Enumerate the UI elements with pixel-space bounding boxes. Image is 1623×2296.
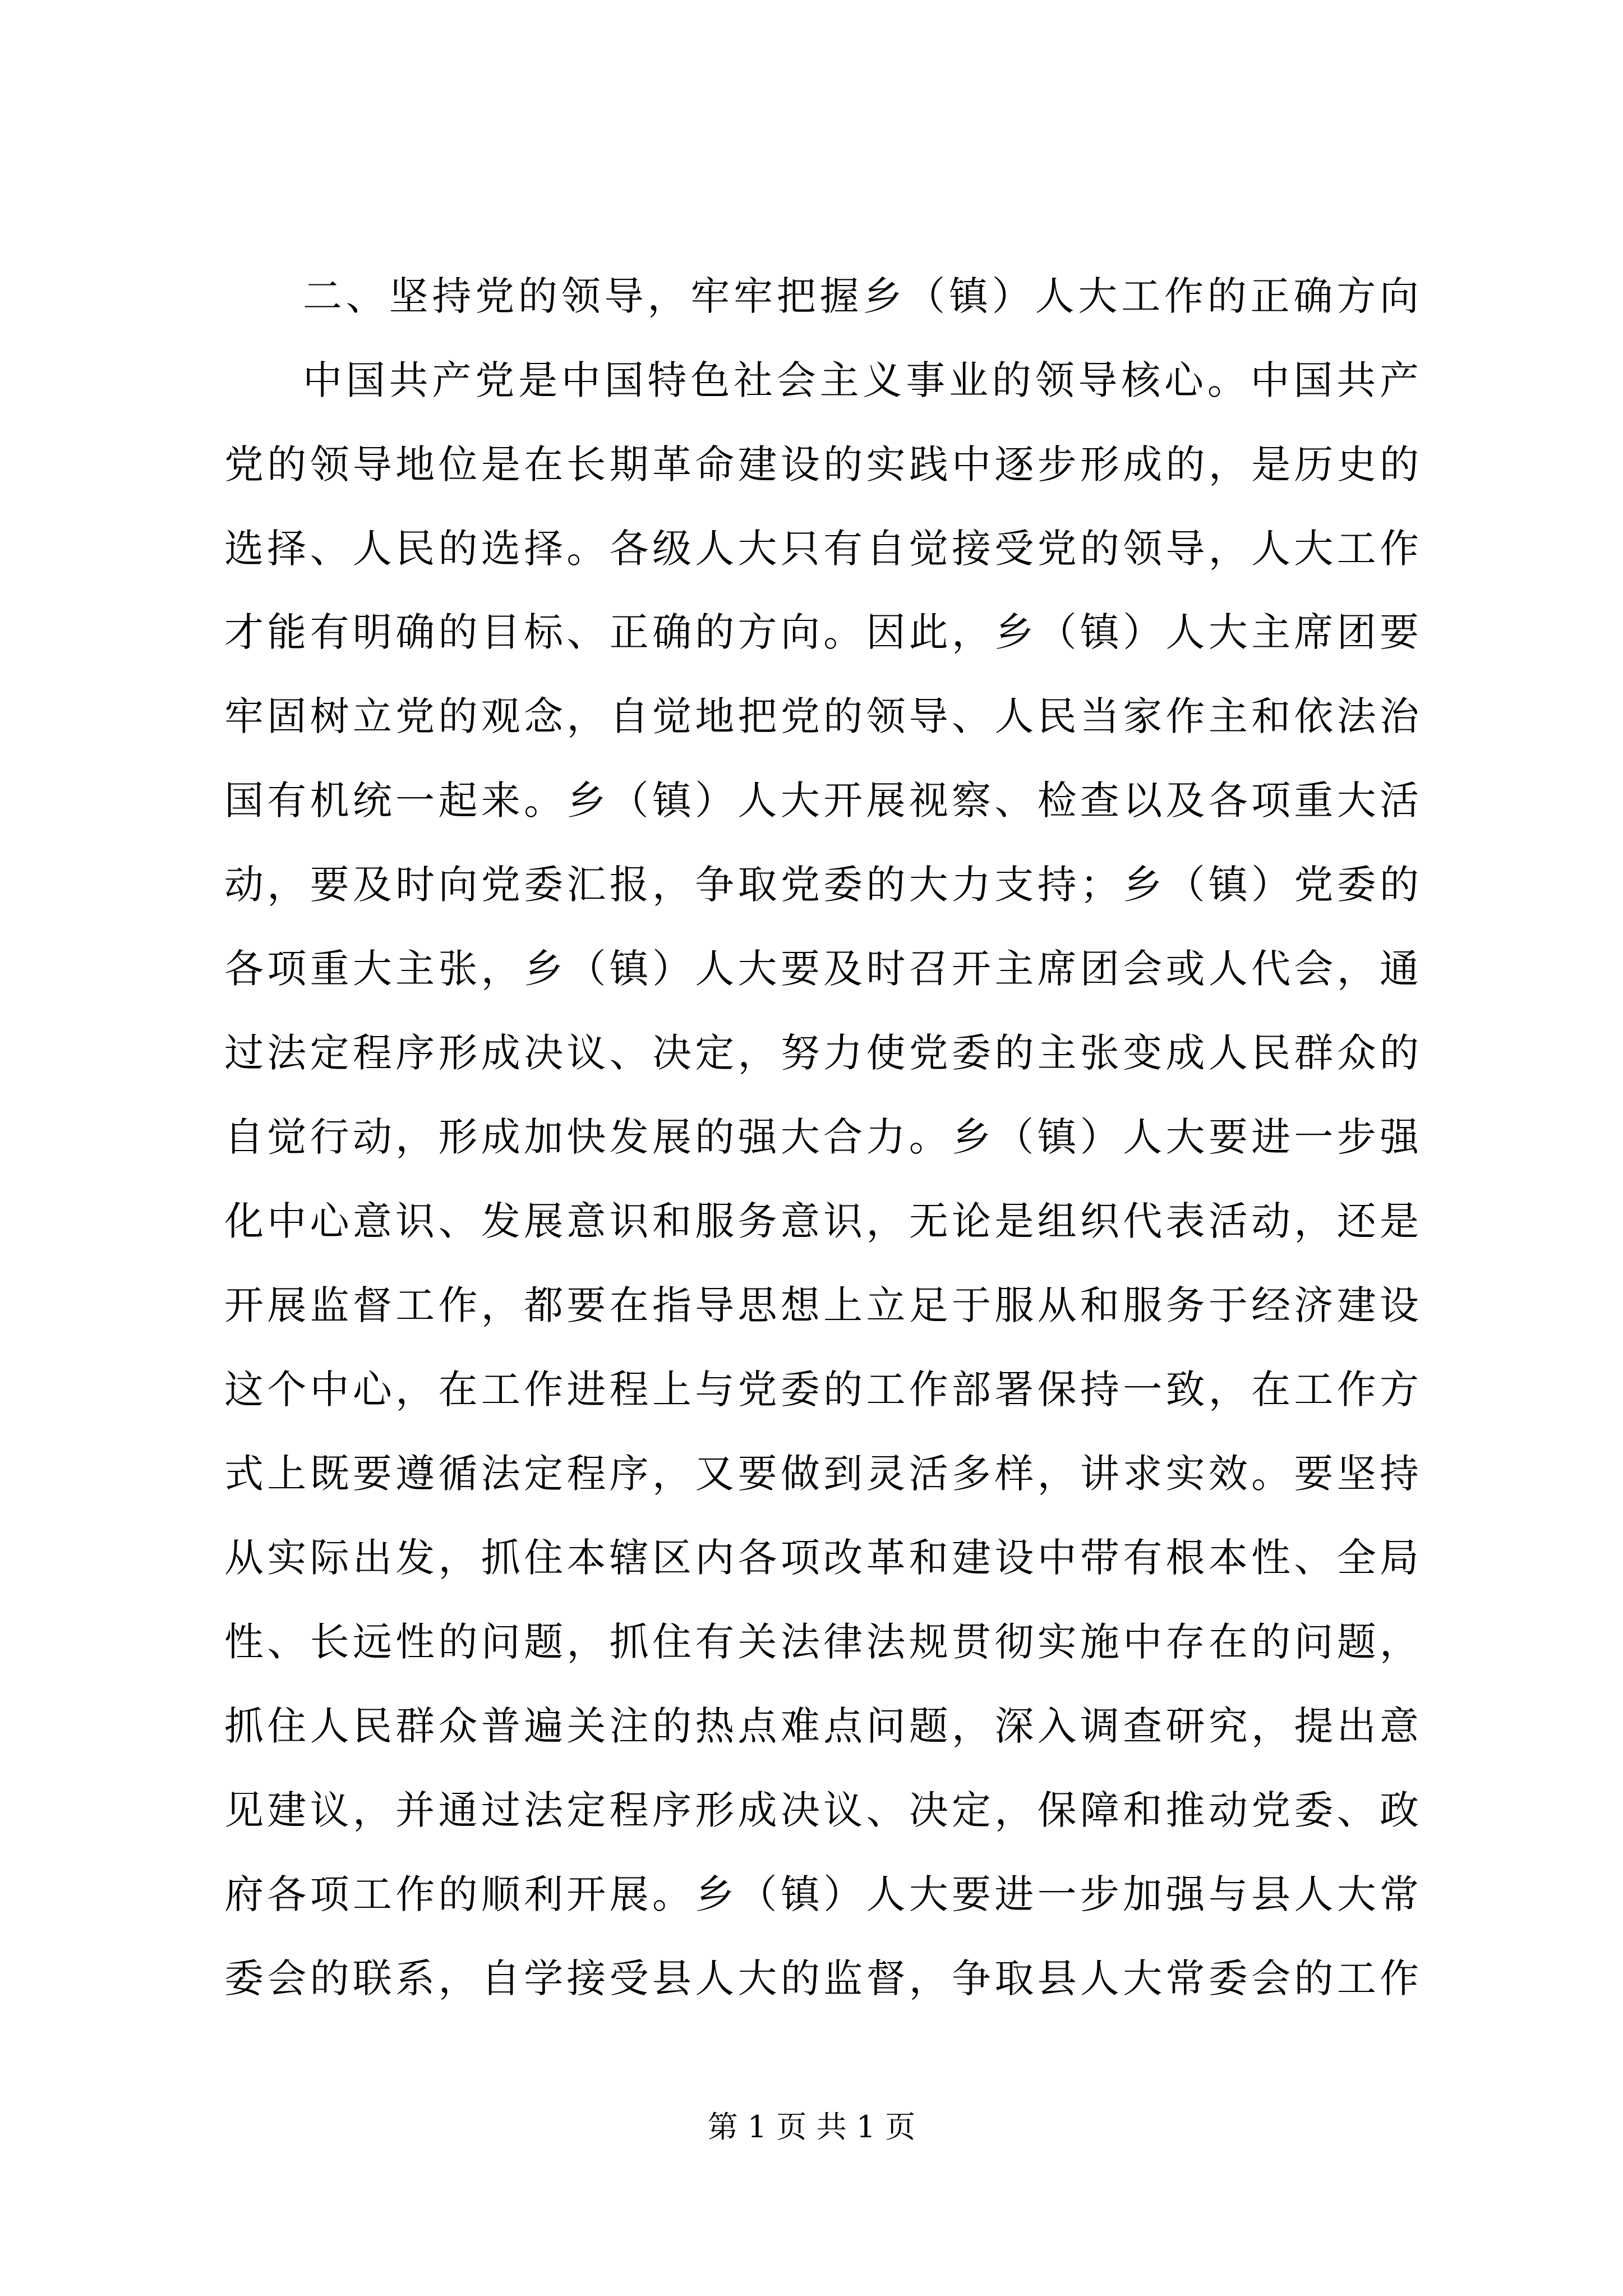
paragraph-line: 自觉行动，形成加快发展的强大合力。乡（镇）人大要进一步强 — [224, 1114, 1423, 1160]
paragraph-line: 各项重大主张，乡（镇）人大要及时召开主席团会或人代会，通 — [224, 946, 1423, 992]
paragraph-line: 党的领导地位是在长期革命建设的实践中逐步形成的，是历史的 — [224, 441, 1423, 487]
paragraph-line: 动，要及时向党委汇报，争取党委的大力支持；乡（镇）党委的 — [224, 862, 1423, 908]
paragraph-line: 才能有明确的目标、正确的方向。因此，乡（镇）人大主席团要 — [224, 609, 1423, 655]
paragraph-line: 过法定程序形成决议、决定，努力使党委的主张变成人民群众的 — [224, 1030, 1423, 1076]
paragraph-line: 中国共产党是中国特色社会主义事业的领导核心。中国共产 — [303, 357, 1423, 403]
paragraph-line: 化中心意识、发展意识和服务意识，无论是组织代表活动，还是 — [224, 1198, 1423, 1244]
paragraph-line: 从实际出发，抓住本辖区内各项改革和建设中带有根本性、全局 — [224, 1535, 1423, 1581]
paragraph-line: 抓住人民群众普遍关注的热点难点问题，深入调查研究，提出意 — [224, 1703, 1423, 1749]
paragraph-line: 性、长远性的问题，抓住有关法律法规贯彻实施中存在的问题， — [224, 1619, 1423, 1665]
section-heading: 二、坚持党的领导，牢牢把握乡（镇）人大工作的正确方向 — [303, 273, 1423, 319]
paragraph-line: 选择、人民的选择。各级人大只有自觉接受党的领导，人大工作 — [224, 526, 1423, 572]
paragraph-line: 牢固树立党的观念，自觉地把党的领导、人民当家作主和依法治 — [224, 693, 1423, 739]
paragraph-line: 府各项工作的顺利开展。乡（镇）人大要进一步加强与县人大常 — [224, 1871, 1423, 1917]
paragraph-line: 开展监督工作，都要在指导思想上立足于服从和服务于经济建设 — [224, 1282, 1423, 1328]
page-number-footer: 第 1 页 共 1 页 — [707, 2109, 916, 2145]
paragraph-line: 见建议，并通过法定程序形成决议、决定，保障和推动党委、政 — [224, 1787, 1423, 1833]
paragraph-line: 式上既要遵循法定程序，又要做到灵活多样，讲求实效。要坚持 — [224, 1451, 1423, 1497]
paragraph-line: 委会的联系，自学接受县人大的监督，争取县人大常委会的工作 — [224, 1955, 1423, 2001]
paragraph-line: 这个中心，在工作进程上与党委的工作部署保持一致，在工作方 — [224, 1366, 1423, 1412]
paragraph-line: 国有机统一起来。乡（镇）人大开展视察、检查以及各项重大活 — [224, 777, 1423, 823]
